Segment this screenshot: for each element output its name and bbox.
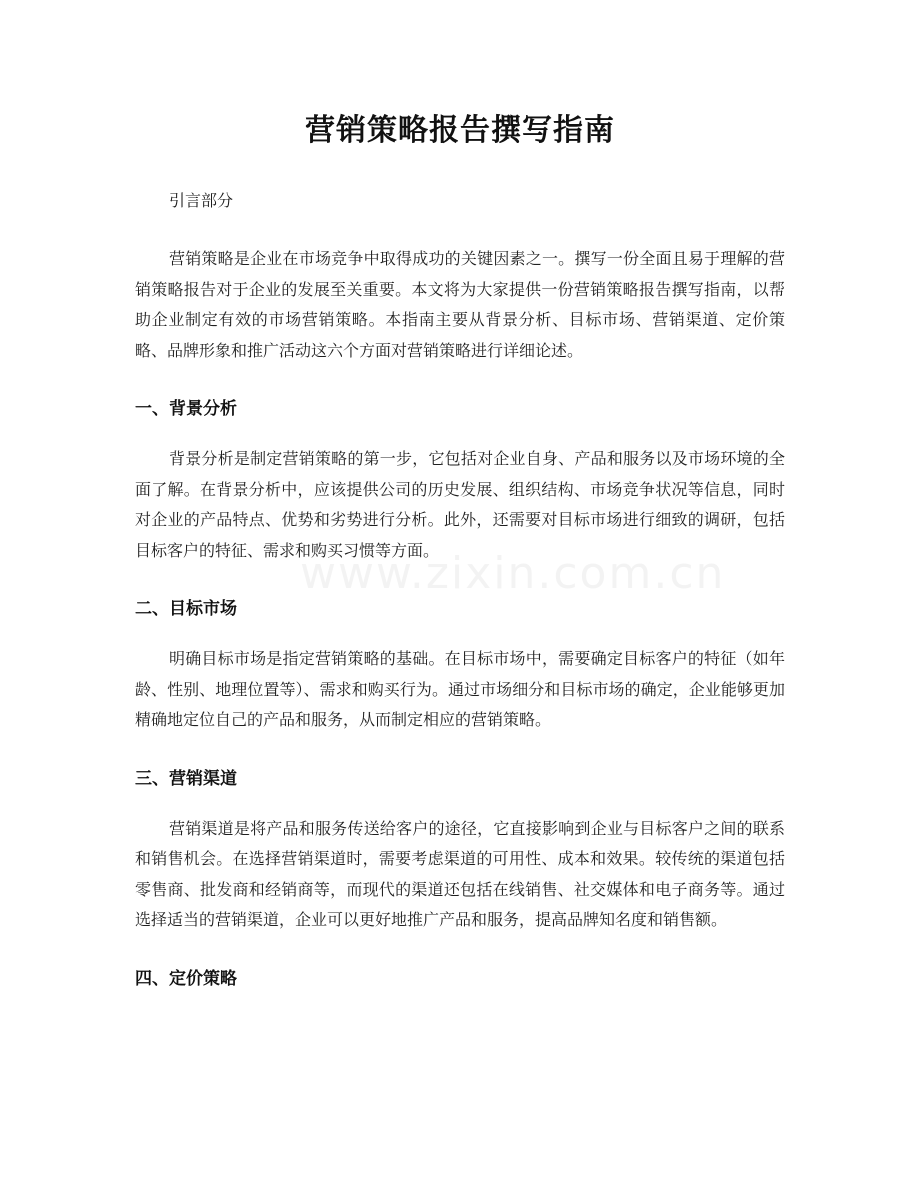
document-title: 营销策略报告撰写指南 bbox=[305, 113, 615, 148]
section-heading-target-market: 二、目标市场 bbox=[135, 599, 237, 619]
intro-paragraph: 营销策略是企业在市场竞争中取得成功的关键因素之一。撰写一份全面且易于理解的营销策略报告对于企业的发展至关重要。本文将为大家提供一份营销策略报告撰写指南，以帮助企业制定有效的市场营销策略。本指南主要从背景分析、目标市场、营销渠道、定价策略、品牌形象和推广活动这六个方面对营销策略进行详细论述。 bbox=[135, 249, 785, 360]
watermark: www.zixin.com.cn bbox=[300, 548, 726, 599]
section-heading-background: 一、背景分析 bbox=[135, 399, 237, 419]
intro-label: 引言部分 bbox=[169, 191, 234, 210]
section-heading-marketing-channels: 三、营销渠道 bbox=[135, 768, 237, 789]
section-paragraph-target-market: 明确目标市场是指定营销策略的基础。在目标市场中，需要确定目标客户的特征（如年龄、性别、地理位置等）、需求和购买行为。通过市场细分和目标市场的确定，企业能够更加精确地定位自己的产品和服务，从而制定相应的营销策略。 bbox=[135, 649, 785, 729]
section-heading-pricing-strategy: 四、定价策略 bbox=[135, 968, 237, 989]
section-paragraph-marketing-channels: 营销渠道是将产品和服务传送给客户的途径，它直接影响到企业与目标客户之间的联系和销售机会。在选择营销渠道时，需要考虑渠道的可用性、成本和效果。较传统的渠道包括零售商、批发商和经销商等，而现代的渠道还包括在线销售、社交媒体和电子商务等。通过选择适当的营销渠道，企业可以更好地推广产品和服务，提高品牌知名度和销售额。 bbox=[135, 818, 785, 929]
section-paragraph-background: 背景分析是制定营销策略的第一步，它包括对企业自身、产品和服务以及市场环境的全面了解。在背景分析中，应该提供公司的历史发展、组织结构、市场竞争状况等信息，同时对企业的产品特点、优势和劣势进行分析。此外，还需要对目标市场进行细致的调研，包括目标客户的特征、需求和购买习惯等方面。 bbox=[135, 449, 785, 560]
